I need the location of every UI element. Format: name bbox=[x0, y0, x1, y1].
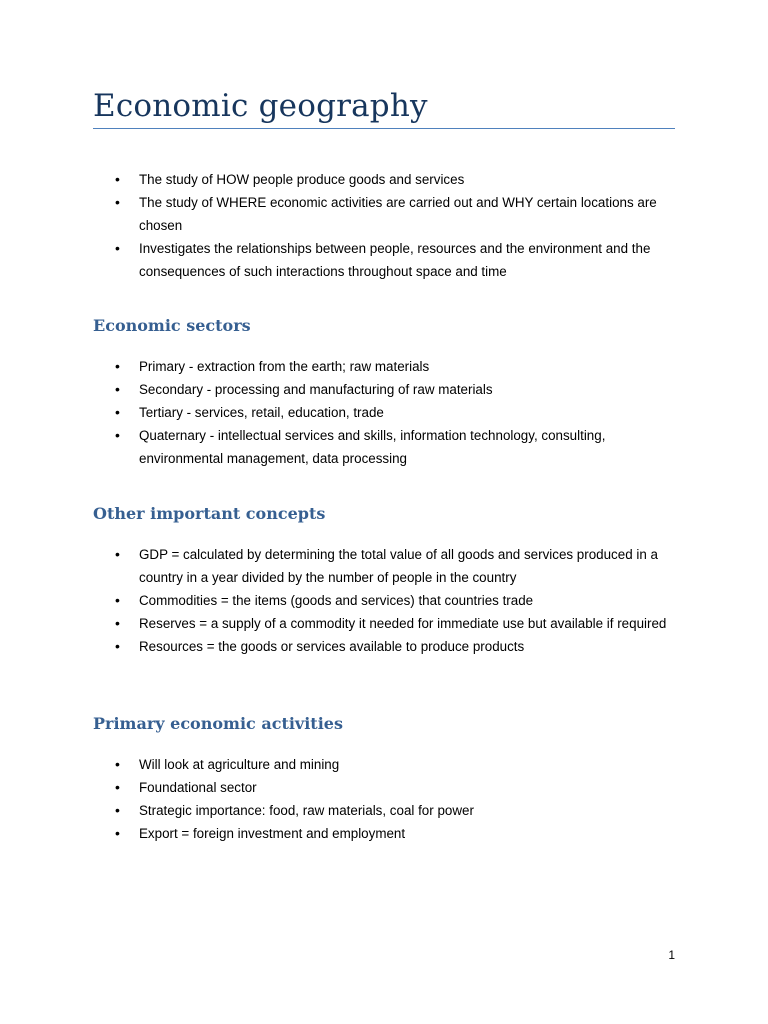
list-item-text: Export = foreign investment and employment bbox=[139, 826, 406, 841]
list-item bbox=[0, 543, 768, 589]
list-item bbox=[0, 191, 768, 237]
list-item bbox=[0, 168, 768, 191]
list-item bbox=[0, 776, 768, 799]
list-item bbox=[0, 424, 768, 470]
list-item-text: Will look at agriculture and mining bbox=[139, 757, 340, 772]
bullet-icon: • bbox=[115, 779, 120, 795]
bullet-icon: • bbox=[115, 194, 120, 210]
list-item-text: Quaternary - intellectual services and skills, information technology, consulting, environmental management, data processing bbox=[139, 428, 606, 466]
primary-activities-bullet-list bbox=[0, 753, 768, 845]
list-item-text: Primary - extraction from the earth; raw materials bbox=[139, 359, 430, 374]
list-item-text: The study of WHERE economic activities are carried out and WHY certain locations are chosen bbox=[139, 195, 657, 233]
bullet-icon: • bbox=[115, 381, 120, 397]
list-item-text: Foundational sector bbox=[139, 780, 257, 795]
page-number: 1 bbox=[668, 948, 675, 962]
list-item-text: The study of HOW people produce goods and services bbox=[139, 172, 465, 187]
other-concepts-bullet-list bbox=[0, 543, 768, 658]
list-item-text: Strategic importance: food, raw materials, coal for power bbox=[139, 803, 474, 818]
list-item bbox=[0, 401, 768, 424]
bullet-icon: • bbox=[115, 171, 120, 187]
list-item-text: Commodities = the items (goods and services) that countries trade bbox=[139, 593, 534, 608]
bullet-icon: • bbox=[115, 592, 120, 608]
bullet-icon: • bbox=[115, 546, 120, 562]
bullet-icon: • bbox=[115, 638, 120, 654]
bullet-icon: • bbox=[115, 404, 120, 420]
bullet-icon: • bbox=[115, 802, 120, 818]
intro-bullet-list bbox=[0, 168, 768, 283]
list-item bbox=[0, 237, 768, 283]
list-item-text: GDP = calculated by determining the total value of all goods and services produced in a country in a year divided by the number of people in the country bbox=[139, 547, 658, 585]
section-heading-primary-activities: Primary economic activities bbox=[93, 714, 343, 733]
list-item bbox=[0, 635, 768, 658]
list-item bbox=[0, 589, 768, 612]
section-heading-other-concepts: Other important concepts bbox=[93, 504, 326, 523]
list-item bbox=[0, 378, 768, 401]
bullet-icon: • bbox=[115, 825, 120, 841]
bullet-icon: • bbox=[115, 358, 120, 374]
economic-sectors-bullet-list bbox=[0, 355, 768, 470]
list-item-text: Investigates the relationships between people, resources and the environment and the consequences of such interactions throughout space and time bbox=[139, 241, 651, 279]
list-item-text: Resources = the goods or services available to produce products bbox=[139, 639, 525, 654]
list-item bbox=[0, 753, 768, 776]
list-item bbox=[0, 612, 768, 635]
list-item bbox=[0, 799, 768, 822]
bullet-icon: • bbox=[115, 240, 120, 256]
bullet-icon: • bbox=[115, 615, 120, 631]
section-heading-economic-sectors: Economic sectors bbox=[93, 316, 251, 335]
list-item-text: Secondary - processing and manufacturing of raw materials bbox=[139, 382, 493, 397]
list-item-text: Reserves = a supply of a commodity it needed for immediate use but available if required bbox=[139, 616, 667, 631]
title-underline-rule bbox=[93, 128, 675, 129]
list-item-text: Tertiary - services, retail, education, trade bbox=[139, 405, 384, 420]
bullet-icon: • bbox=[115, 427, 120, 443]
bullet-icon: • bbox=[115, 756, 120, 772]
list-item bbox=[0, 822, 768, 845]
page-title: Economic geography bbox=[93, 88, 428, 124]
list-item bbox=[0, 355, 768, 378]
